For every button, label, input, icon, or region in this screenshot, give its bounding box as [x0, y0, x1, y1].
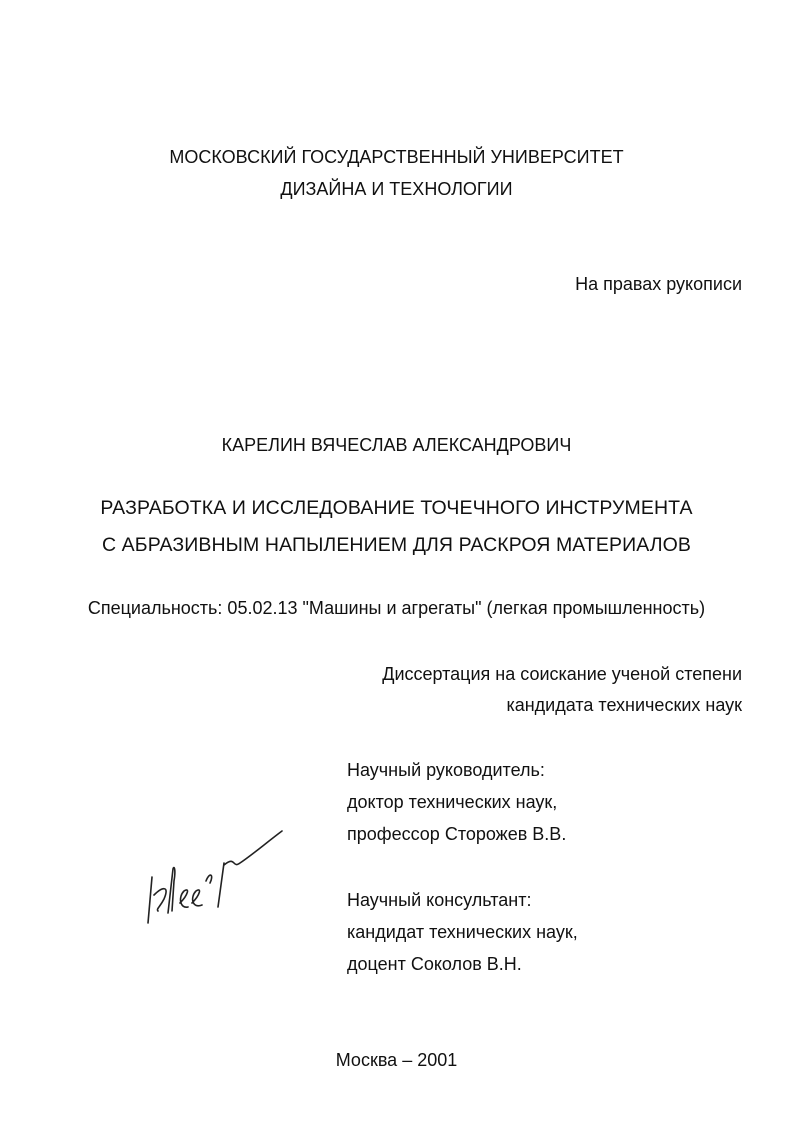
thesis-title-line1: РАЗРАБОТКА И ИССЛЕДОВАНИЕ ТОЧЕЧНОГО ИНСТРУМЕНТА [100, 497, 693, 519]
degree-line2: кандидата технических наук [506, 695, 742, 715]
signature-stroke [224, 831, 282, 865]
signature-stroke [148, 877, 152, 923]
university-name-line2: ДИЗАЙНА И ТЕХНОЛОГИИ [280, 179, 513, 199]
supervisor-name: профессор Сторожев В.В. [347, 824, 567, 844]
specialty: Специальность: 05.02.13 "Машины и агрегаты" (легкая промышленность) [87, 598, 706, 618]
consultant-role: Научный консультант: [347, 890, 532, 910]
signature-stroke [168, 868, 175, 914]
consultant-degree: кандидат технических наук, [347, 922, 578, 942]
author-name: КАРЕЛИН ВЯЧЕСЛАВ АЛЕКСАНДРОВИЧ [221, 435, 572, 455]
signature-stroke [218, 863, 224, 907]
supervisor-degree: доктор технических наук, [347, 792, 558, 812]
university-name-line1: МОСКОВСКИЙ ГОСУДАРСТВЕННЫЙ УНИВЕРСИТЕТ [169, 147, 624, 167]
author-signature [140, 825, 290, 935]
city-year: Москва – 2001 [335, 1050, 458, 1070]
signature-stroke [192, 890, 202, 906]
signature-stroke [206, 875, 212, 883]
consultant-name: доцент Соколов В.Н. [347, 954, 522, 974]
thesis-title-line2: С АБРАЗИВНЫМ НАПЫЛЕНИЕМ ДЛЯ РАСКРОЯ МАТЕРИАЛОВ [101, 534, 692, 556]
supervisor-role: Научный руководитель: [347, 760, 545, 780]
signature-stroke [154, 889, 166, 911]
rights-note: На правах рукописи [575, 274, 742, 294]
signature-stroke [180, 890, 188, 907]
degree-line1: Диссертация на соискание ученой степени [382, 664, 742, 684]
